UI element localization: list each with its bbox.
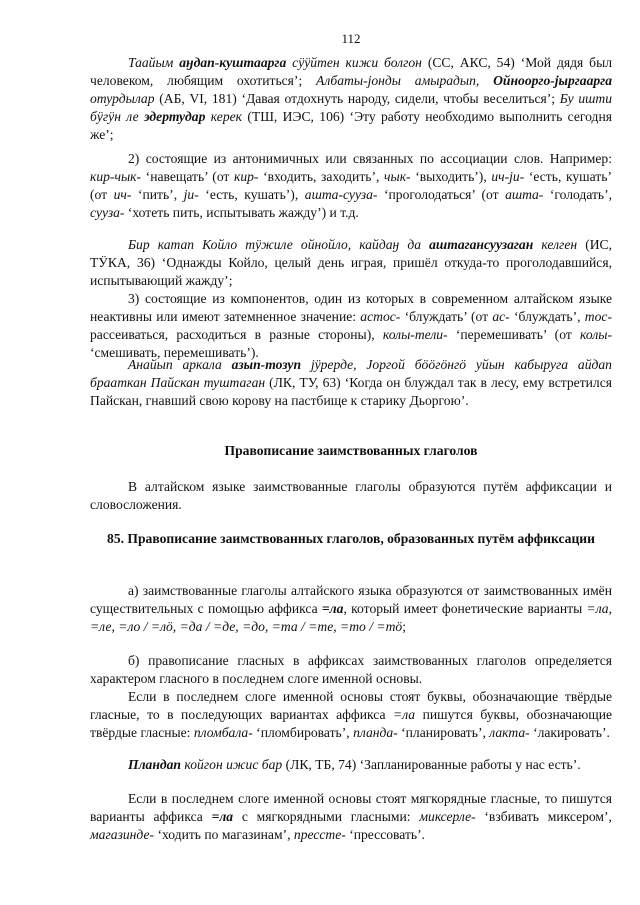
gloss: ‘входить, заходить’, [263, 169, 380, 184]
example-word: кир- [233, 169, 259, 184]
paragraph-example-planned [90, 756, 612, 774]
paragraph-hard-vowels [90, 688, 612, 742]
gloss: ‘навещать’ (от [145, 169, 230, 184]
affix: =ла [393, 707, 416, 722]
gloss: ‘выходить’), [415, 169, 487, 184]
example-word: колы- [580, 327, 612, 342]
example-text: сӱӱйтен кижи болгон [292, 55, 422, 70]
gloss: ‘блуждать’, [513, 309, 581, 324]
example-text: койгон ижис бар [184, 757, 283, 772]
rule-text: Если в последнем слоге именной основы стоят буквы, обозначающие твёрдые гласные, то в последующих вариантах аффикса [90, 689, 612, 722]
page-number: 112 [341, 31, 361, 46]
example-text: Анайып аркала [128, 357, 222, 372]
example-text: јӱрерде, Јоргой бӧӧгӧнгӧ уйын кабыруга айдап брааткан Пайскан туштаган [90, 357, 612, 390]
example-word: ас- [492, 309, 510, 324]
translation-text: (ЛК, ТБ, 74) ‘Запланированные работы у нас есть’. [285, 757, 581, 772]
example-word: ич- [113, 187, 132, 202]
example-text: Бу ишти бӱгӱн ле [90, 91, 613, 124]
gloss: ‘перемешивать’ (от [455, 327, 572, 342]
gloss: ‘голодать’, [549, 187, 613, 202]
paragraph-point-3 [90, 290, 612, 362]
example-word: сууза- [90, 205, 125, 220]
translation-text: (ИС, ТӰКА, 36) ‘Однажды Койло, целый день играя, пришёл откуда-то проголодавшийся, испытывающий жажду’; [90, 237, 613, 288]
example-word: аштa- [505, 187, 544, 202]
paragraph-example-koylo [90, 236, 612, 290]
example-word: тос- [584, 309, 612, 324]
example-word: чык- [384, 169, 411, 184]
paragraph-intro: В алтайском языке заимствованные глаголы образуются путём аффиксации и словосложения. [90, 479, 612, 512]
example-word: планда- [353, 725, 398, 740]
gloss: ‘взбивать миксером’, [484, 809, 612, 824]
point-text: 3) состоящие из компонентов, один из которых в современном алтайском языке неактивны или имеют затемненное значение: [90, 291, 612, 324]
example-text: Бир катап Койло тӱжиле ойнойло, кайдаӈ да [128, 237, 422, 252]
example-word: магазинде- [90, 827, 155, 842]
example-word: лакта- [489, 725, 530, 740]
gloss: ‘ходить по магазинам’, [157, 827, 291, 842]
example-word: астос- [360, 309, 401, 324]
point-text: , который имеет фонетические варианты [343, 601, 583, 616]
translation-text: (ТШ, ИЭС, 106) ‘Эту работу необходимо выполнить сегодня же’; [90, 109, 612, 142]
example-text: келген [541, 237, 578, 252]
rule-text: пишутся буквы, обозначающие твёрдые гласные: [90, 707, 613, 740]
point-text: а) заимствованные глаголы алтайского языка образуются от заимствованных имён существительных с помощью аффикса [90, 583, 612, 616]
highlighted-verb: эдертудар [143, 109, 206, 124]
gloss: ‘проголодаться’ (от [383, 187, 499, 202]
gloss: ‘планировать’, [401, 725, 486, 740]
example-text: керек [210, 109, 243, 124]
highlighted-verb: азып-тозуп [231, 357, 302, 372]
highlighted-verb: Ойноорго-јыргаарга [493, 73, 612, 88]
rule-text: Если в последнем слоге именной основы стоят мягкорядные гласные, то пишутся варианты аффикса [90, 791, 612, 824]
punctuation: ; [402, 619, 406, 634]
paragraph-point-2 [90, 150, 612, 222]
gloss: рассеиваться, расходиться в разные стороны), [90, 327, 375, 342]
example-word: кир-чык- [90, 169, 142, 184]
translation-text: (ЛК, ТУ, 63) ‘Когда он блуждал так в лесу, ему встретился Пайскан, гнавший свою корову на пастбище к старику Дьоргою’. [90, 375, 612, 408]
gloss: ‘смешивать, перемешивать’). [90, 345, 259, 360]
highlighted-verb: аӈдап-куштаарга [179, 55, 287, 70]
example-word: пломбала- [193, 725, 253, 740]
affix: =ла [321, 601, 344, 616]
highlighted-verb: аштагансуузаган [429, 237, 534, 252]
gloss: ‘пломбировать’, [256, 725, 350, 740]
highlighted-verb: Пландап [128, 757, 181, 772]
example-word: ич-јu- [491, 169, 525, 184]
gloss: ‘пить’, [137, 187, 178, 202]
rule-text: с мягкорядными гласными: [241, 809, 411, 824]
gloss: ‘хотеть пить, испытывать жажду’) и т.д. [127, 205, 359, 220]
affix-variants: =ла, =ле, =ло / =лӧ, =да / =де, =до, =та / =те, =то / =тӧ [90, 601, 612, 634]
example-text: Таайым [128, 55, 174, 70]
gloss: ‘есть, кушать’), [205, 187, 299, 202]
example-text: отурдылар [90, 91, 155, 106]
gloss: ‘лакировать’. [533, 725, 610, 740]
gloss: ‘есть, кушать’ (от [90, 169, 612, 202]
paragraph-example-hunting [90, 54, 612, 144]
paragraph-soft-vowels [90, 790, 612, 844]
paragraph-point-b: б) правописание гласных в аффиксах заимствованных глаголов определяется характером гласного в последнем слоге именной основы. [90, 653, 612, 686]
translation-text: (АБ, VI, 181) ‘Давая отдохнуть народу, сидели, чтобы веселиться’; [159, 91, 556, 106]
affix: =ла [211, 809, 234, 824]
subsection-heading: 85. Правописание заимствованных глаголов, образованных путём аффиксации [107, 531, 595, 546]
example-word: пресcте- [293, 827, 346, 842]
paragraph-point-a [90, 582, 612, 636]
point-text: 2) состоящие из антонимичных или связанных по ассоциации слов. Например: [128, 151, 612, 166]
section-heading: Правописание заимствованных глаголов [224, 443, 478, 458]
gloss: ‘прессовать’. [349, 827, 426, 842]
gloss: ‘блуждать’ (от [404, 309, 489, 324]
example-word: миксерле- [419, 809, 476, 824]
example-word: колы-тели- [382, 327, 448, 342]
translation-text: (СС, АКС, 54) ‘Мой дядя был человеком, любящим охотиться’; [90, 55, 613, 88]
example-word: јu- [183, 187, 199, 202]
example-text: Албаты-јонды амырадып, [316, 73, 480, 88]
example-word: аштa-сууза- [304, 187, 378, 202]
paragraph-example-payskan [90, 356, 612, 410]
